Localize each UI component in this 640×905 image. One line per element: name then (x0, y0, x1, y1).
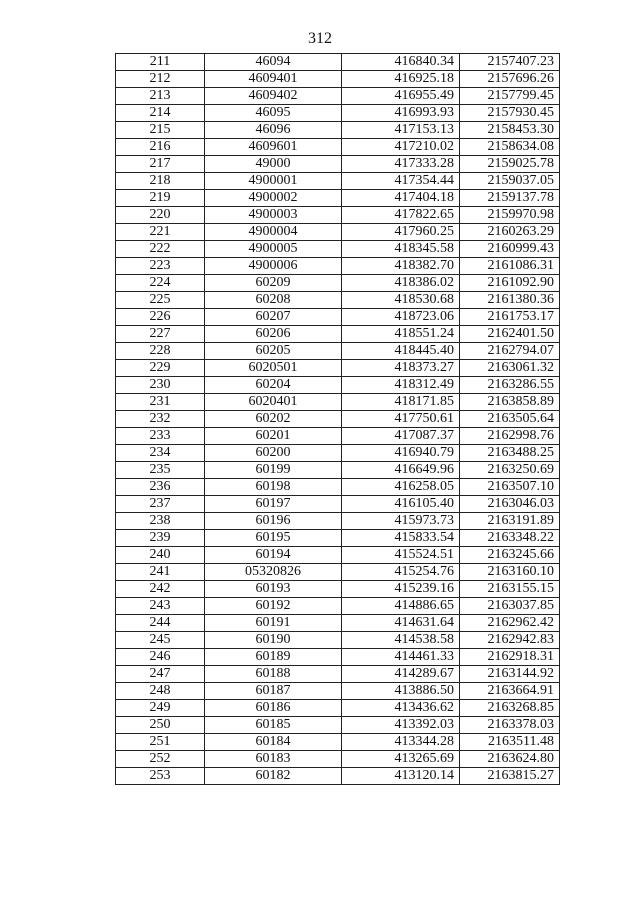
row-index-cell: 231 (116, 394, 205, 411)
row-index-cell: 246 (116, 649, 205, 666)
y-coordinate-cell: 2163037.85 (460, 598, 560, 615)
row-index-cell: 244 (116, 615, 205, 632)
row-index-cell: 223 (116, 258, 205, 275)
x-coordinate-cell: 417822.65 (342, 207, 460, 224)
row-index-cell: 230 (116, 377, 205, 394)
row-index-cell: 235 (116, 462, 205, 479)
y-coordinate-cell: 2161380.36 (460, 292, 560, 309)
table-row (116, 224, 560, 241)
x-coordinate-cell: 413265.69 (342, 751, 460, 768)
table-row (116, 751, 560, 768)
y-coordinate-cell: 2163488.25 (460, 445, 560, 462)
y-coordinate-cell: 2163046.03 (460, 496, 560, 513)
row-index-cell: 228 (116, 343, 205, 360)
point-id-cell: 60196 (205, 513, 342, 530)
x-coordinate-cell: 417404.18 (342, 190, 460, 207)
y-coordinate-cell: 2163505.64 (460, 411, 560, 428)
x-coordinate-cell: 416649.96 (342, 462, 460, 479)
point-id-cell: 60202 (205, 411, 342, 428)
point-id-cell: 60189 (205, 649, 342, 666)
point-id-cell: 6020401 (205, 394, 342, 411)
table-row (116, 173, 560, 190)
point-id-cell: 4609601 (205, 139, 342, 156)
x-coordinate-cell: 414538.58 (342, 632, 460, 649)
table-row (116, 615, 560, 632)
table-row (116, 564, 560, 581)
point-id-cell: 60193 (205, 581, 342, 598)
y-coordinate-cell: 2162918.31 (460, 649, 560, 666)
table-row (116, 326, 560, 343)
table-row (116, 292, 560, 309)
row-index-cell: 252 (116, 751, 205, 768)
point-id-cell: 60199 (205, 462, 342, 479)
table-row (116, 275, 560, 292)
point-id-cell: 60187 (205, 683, 342, 700)
row-index-cell: 250 (116, 717, 205, 734)
y-coordinate-cell: 2162942.83 (460, 632, 560, 649)
point-id-cell: 60204 (205, 377, 342, 394)
row-index-cell: 238 (116, 513, 205, 530)
point-id-cell: 60200 (205, 445, 342, 462)
point-id-cell: 60182 (205, 768, 342, 785)
x-coordinate-cell: 416840.34 (342, 54, 460, 71)
x-coordinate-cell: 416955.49 (342, 88, 460, 105)
table-row (116, 632, 560, 649)
x-coordinate-cell: 416993.93 (342, 105, 460, 122)
y-coordinate-cell: 2162794.07 (460, 343, 560, 360)
x-coordinate-cell: 413344.28 (342, 734, 460, 751)
table-row (116, 190, 560, 207)
table-row (116, 139, 560, 156)
row-index-cell: 241 (116, 564, 205, 581)
y-coordinate-cell: 2161753.17 (460, 309, 560, 326)
row-index-cell: 225 (116, 292, 205, 309)
point-id-cell: 46095 (205, 105, 342, 122)
table-row (116, 105, 560, 122)
row-index-cell: 240 (116, 547, 205, 564)
table-row (116, 649, 560, 666)
point-id-cell: 4609402 (205, 88, 342, 105)
row-index-cell: 218 (116, 173, 205, 190)
table-row (116, 122, 560, 139)
y-coordinate-cell: 2159970.98 (460, 207, 560, 224)
y-coordinate-cell: 2159137.78 (460, 190, 560, 207)
y-coordinate-cell: 2163348.22 (460, 530, 560, 547)
point-id-cell: 60184 (205, 734, 342, 751)
y-coordinate-cell: 2157696.26 (460, 71, 560, 88)
y-coordinate-cell: 2158634.08 (460, 139, 560, 156)
y-coordinate-cell: 2160999.43 (460, 241, 560, 258)
row-index-cell: 220 (116, 207, 205, 224)
point-id-cell: 60192 (205, 598, 342, 615)
table-row (116, 462, 560, 479)
table-row (116, 666, 560, 683)
row-index-cell: 222 (116, 241, 205, 258)
x-coordinate-cell: 415833.54 (342, 530, 460, 547)
row-index-cell: 239 (116, 530, 205, 547)
y-coordinate-cell: 2163624.80 (460, 751, 560, 768)
point-id-cell: 60209 (205, 275, 342, 292)
row-index-cell: 253 (116, 768, 205, 785)
row-index-cell: 214 (116, 105, 205, 122)
y-coordinate-cell: 2157799.45 (460, 88, 560, 105)
x-coordinate-cell: 413120.14 (342, 768, 460, 785)
y-coordinate-cell: 2162962.42 (460, 615, 560, 632)
row-index-cell: 226 (116, 309, 205, 326)
point-id-cell: 4900004 (205, 224, 342, 241)
row-index-cell: 234 (116, 445, 205, 462)
row-index-cell: 221 (116, 224, 205, 241)
x-coordinate-cell: 415239.16 (342, 581, 460, 598)
point-id-cell: 4609401 (205, 71, 342, 88)
x-coordinate-cell: 417354.44 (342, 173, 460, 190)
y-coordinate-cell: 2163061.32 (460, 360, 560, 377)
y-coordinate-cell: 2163191.89 (460, 513, 560, 530)
row-index-cell: 248 (116, 683, 205, 700)
x-coordinate-cell: 418530.68 (342, 292, 460, 309)
table-row (116, 88, 560, 105)
x-coordinate-cell: 414461.33 (342, 649, 460, 666)
x-coordinate-cell: 417960.25 (342, 224, 460, 241)
x-coordinate-cell: 418345.58 (342, 241, 460, 258)
point-id-cell: 60186 (205, 700, 342, 717)
table-row (116, 394, 560, 411)
point-id-cell: 60188 (205, 666, 342, 683)
y-coordinate-cell: 2163664.91 (460, 683, 560, 700)
point-id-cell: 6020501 (205, 360, 342, 377)
y-coordinate-cell: 2163245.66 (460, 547, 560, 564)
point-id-cell: 60205 (205, 343, 342, 360)
coordinates-table-body (116, 54, 560, 785)
x-coordinate-cell: 416105.40 (342, 496, 460, 513)
point-id-cell: 60206 (205, 326, 342, 343)
row-index-cell: 233 (116, 428, 205, 445)
row-index-cell: 247 (116, 666, 205, 683)
y-coordinate-cell: 2161092.90 (460, 275, 560, 292)
point-id-cell: 60198 (205, 479, 342, 496)
point-id-cell: 60191 (205, 615, 342, 632)
x-coordinate-cell: 418386.02 (342, 275, 460, 292)
point-id-cell: 60195 (205, 530, 342, 547)
table-row (116, 547, 560, 564)
page-number: 312 (308, 30, 332, 47)
point-id-cell: 05320826 (205, 564, 342, 581)
table-row (116, 207, 560, 224)
y-coordinate-cell: 2159037.05 (460, 173, 560, 190)
point-id-cell: 60194 (205, 547, 342, 564)
y-coordinate-cell: 2163286.55 (460, 377, 560, 394)
x-coordinate-cell: 417333.28 (342, 156, 460, 173)
row-index-cell: 249 (116, 700, 205, 717)
point-id-cell: 60201 (205, 428, 342, 445)
x-coordinate-cell: 417153.13 (342, 122, 460, 139)
y-coordinate-cell: 2163858.89 (460, 394, 560, 411)
table-row (116, 411, 560, 428)
y-coordinate-cell: 2162401.50 (460, 326, 560, 343)
coordinates-table (115, 53, 560, 785)
y-coordinate-cell: 2163815.27 (460, 768, 560, 785)
y-coordinate-cell: 2160263.29 (460, 224, 560, 241)
x-coordinate-cell: 418171.85 (342, 394, 460, 411)
point-id-cell: 46094 (205, 54, 342, 71)
x-coordinate-cell: 418373.27 (342, 360, 460, 377)
x-coordinate-cell: 418551.24 (342, 326, 460, 343)
x-coordinate-cell: 414886.65 (342, 598, 460, 615)
table-row (116, 683, 560, 700)
table-row (116, 598, 560, 615)
point-id-cell: 60190 (205, 632, 342, 649)
y-coordinate-cell: 2163250.69 (460, 462, 560, 479)
y-coordinate-cell: 2162998.76 (460, 428, 560, 445)
table-row (116, 377, 560, 394)
table-row (116, 479, 560, 496)
row-index-cell: 217 (116, 156, 205, 173)
y-coordinate-cell: 2163155.15 (460, 581, 560, 598)
x-coordinate-cell: 416925.18 (342, 71, 460, 88)
table-row (116, 768, 560, 785)
table-row (116, 343, 560, 360)
point-id-cell: 4900005 (205, 241, 342, 258)
x-coordinate-cell: 413886.50 (342, 683, 460, 700)
row-index-cell: 224 (116, 275, 205, 292)
row-index-cell: 236 (116, 479, 205, 496)
y-coordinate-cell: 2163507.10 (460, 479, 560, 496)
x-coordinate-cell: 418445.40 (342, 343, 460, 360)
x-coordinate-cell: 413436.62 (342, 700, 460, 717)
row-index-cell: 212 (116, 71, 205, 88)
row-index-cell: 237 (116, 496, 205, 513)
point-id-cell: 60183 (205, 751, 342, 768)
y-coordinate-cell: 2158453.30 (460, 122, 560, 139)
x-coordinate-cell: 415973.73 (342, 513, 460, 530)
row-index-cell: 243 (116, 598, 205, 615)
table-row (116, 428, 560, 445)
x-coordinate-cell: 418312.49 (342, 377, 460, 394)
y-coordinate-cell: 2159025.78 (460, 156, 560, 173)
table-row (116, 700, 560, 717)
y-coordinate-cell: 2163144.92 (460, 666, 560, 683)
table-row (116, 734, 560, 751)
row-index-cell: 227 (116, 326, 205, 343)
row-index-cell: 232 (116, 411, 205, 428)
point-id-cell: 4900003 (205, 207, 342, 224)
table-row (116, 258, 560, 275)
table-row (116, 54, 560, 71)
y-coordinate-cell: 2157930.45 (460, 105, 560, 122)
table-row (116, 581, 560, 598)
x-coordinate-cell: 416940.79 (342, 445, 460, 462)
point-id-cell: 46096 (205, 122, 342, 139)
row-index-cell: 215 (116, 122, 205, 139)
x-coordinate-cell: 418382.70 (342, 258, 460, 275)
y-coordinate-cell: 2161086.31 (460, 258, 560, 275)
point-id-cell: 60197 (205, 496, 342, 513)
table-row (116, 309, 560, 326)
x-coordinate-cell: 418723.06 (342, 309, 460, 326)
x-coordinate-cell: 415524.51 (342, 547, 460, 564)
point-id-cell: 49000 (205, 156, 342, 173)
row-index-cell: 229 (116, 360, 205, 377)
row-index-cell: 216 (116, 139, 205, 156)
x-coordinate-cell: 414631.64 (342, 615, 460, 632)
y-coordinate-cell: 2163511.48 (460, 734, 560, 751)
table-row (116, 156, 560, 173)
point-id-cell: 4900002 (205, 190, 342, 207)
table-row (116, 241, 560, 258)
y-coordinate-cell: 2163268.85 (460, 700, 560, 717)
x-coordinate-cell: 416258.05 (342, 479, 460, 496)
table-row (116, 360, 560, 377)
table-row (116, 513, 560, 530)
point-id-cell: 4900001 (205, 173, 342, 190)
x-coordinate-cell: 417087.37 (342, 428, 460, 445)
row-index-cell: 251 (116, 734, 205, 751)
table-row (116, 496, 560, 513)
x-coordinate-cell: 414289.67 (342, 666, 460, 683)
point-id-cell: 60207 (205, 309, 342, 326)
point-id-cell: 60208 (205, 292, 342, 309)
x-coordinate-cell: 413392.03 (342, 717, 460, 734)
x-coordinate-cell: 417750.61 (342, 411, 460, 428)
table-row (116, 445, 560, 462)
table-row (116, 717, 560, 734)
row-index-cell: 211 (116, 54, 205, 71)
y-coordinate-cell: 2157407.23 (460, 54, 560, 71)
x-coordinate-cell: 417210.02 (342, 139, 460, 156)
table-row (116, 71, 560, 88)
row-index-cell: 245 (116, 632, 205, 649)
row-index-cell: 213 (116, 88, 205, 105)
x-coordinate-cell: 415254.76 (342, 564, 460, 581)
row-index-cell: 219 (116, 190, 205, 207)
y-coordinate-cell: 2163160.10 (460, 564, 560, 581)
y-coordinate-cell: 2163378.03 (460, 717, 560, 734)
point-id-cell: 60185 (205, 717, 342, 734)
table-row (116, 530, 560, 547)
row-index-cell: 242 (116, 581, 205, 598)
point-id-cell: 4900006 (205, 258, 342, 275)
